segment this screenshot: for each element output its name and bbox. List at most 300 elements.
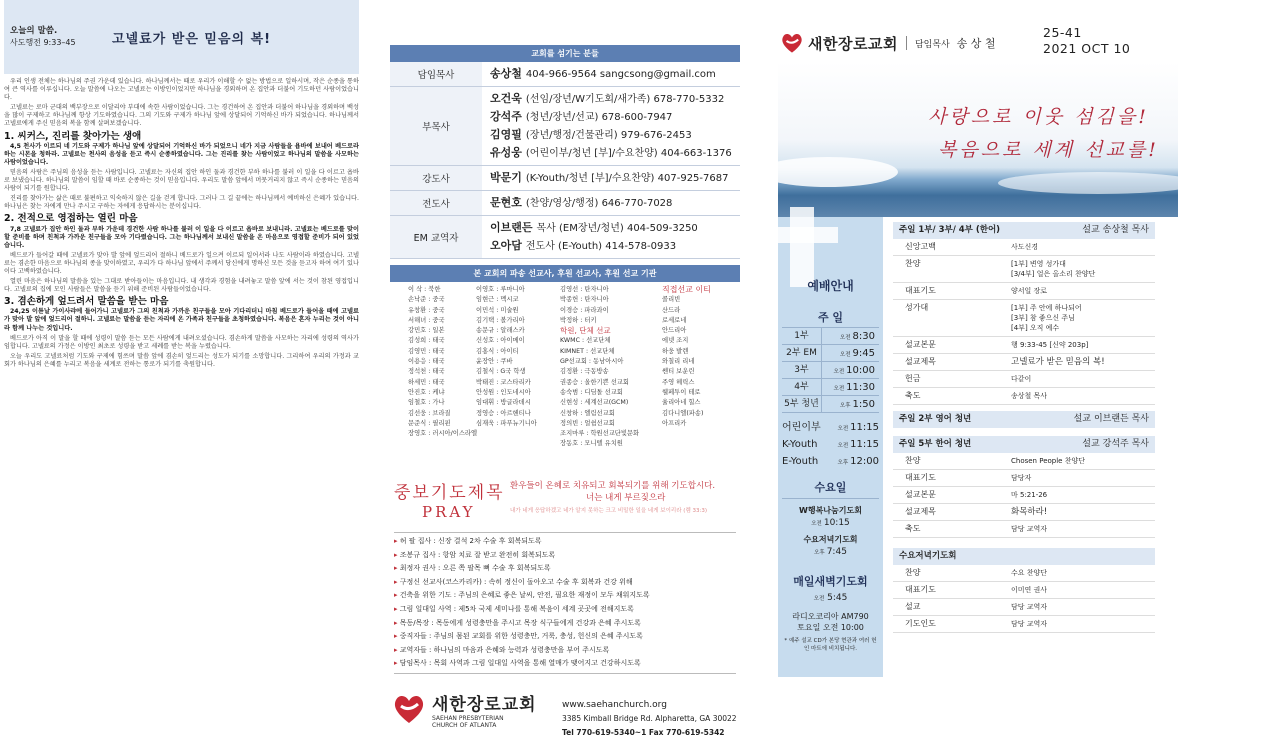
service-name: 1부 xyxy=(782,328,822,344)
wed-service-name: W행복나눔기도회 xyxy=(799,506,862,515)
dawn-time: 5:45 xyxy=(827,593,848,603)
cover-panel xyxy=(778,0,1280,712)
service-clock: 9:45 xyxy=(852,347,875,359)
missionary-item: 문준식 : 필리핀 xyxy=(408,419,451,427)
missionary-item: 와칠리 리네 xyxy=(662,358,695,366)
wed-clock: 10:15 xyxy=(823,518,850,528)
staff-name: 오건욱 xyxy=(490,92,522,105)
missionary-item: 에넷 조지 xyxy=(662,337,689,345)
wed-service-name: 수요저녁기도회 xyxy=(803,535,858,544)
missions-header: 본 교회의 파송 선교사, 후원 선교사, 후원 선교 기관 xyxy=(390,265,740,282)
missionary-item: 유창환 : 중국 xyxy=(408,306,445,314)
church-footer xyxy=(390,680,740,740)
prayer-item: ▸ 허 팔 집사 : 신장 결석 2차 수술 후 회복되도록 xyxy=(394,535,736,549)
cd-note: * 예주 설교 CD가 본당 현관과 여러 헌인 마트에 비치됩니다. xyxy=(784,638,877,652)
prayer-header xyxy=(390,472,740,532)
service-time xyxy=(822,331,879,342)
order-row xyxy=(893,354,1155,371)
staff-info: (찬양/영상/행정) 646-770-7028 xyxy=(525,198,673,209)
service-ampm: 오전 xyxy=(833,368,845,375)
order-row xyxy=(893,300,1155,337)
prayer-line-2: 너는 내게 부르짖으라 xyxy=(586,493,666,503)
mission-org-item: 권종승 : 올한기쁜 선교회 xyxy=(560,378,629,386)
staff-person xyxy=(490,108,740,126)
service-time xyxy=(822,399,879,410)
staff-name: 문현호 xyxy=(490,196,522,209)
slogan-2: 복음으로 세계 선교를! xyxy=(938,139,1159,161)
service-name: 2부 EM xyxy=(782,345,822,361)
order-label: 찬양 xyxy=(905,568,921,577)
order-value: 담당 교역자 xyxy=(1011,603,1048,611)
wednesday-label: 수요일 xyxy=(782,479,879,499)
sermon-body xyxy=(4,74,359,369)
cover-logo xyxy=(780,32,995,54)
missionary-item: 김철식 : G국 학생 xyxy=(476,368,526,376)
sermon-title: 고넬료가 받은 믿음의 복! xyxy=(112,31,272,47)
radio-line-2: 토요일 오전 10:00 xyxy=(797,623,864,632)
missionary-item: 로세로네 xyxy=(662,316,687,324)
staff-person xyxy=(490,237,740,255)
mission-org-item: 신현성 : 세계선교(GCM) xyxy=(560,399,629,407)
sermon-header xyxy=(4,0,359,74)
staff-name: 김영필 xyxy=(490,128,522,141)
prayer-item: ▸ 최정자 권사 : 오른 쪽 팔목 뼈 수술 후 회복되도록 xyxy=(394,562,736,576)
missionary-item: 임대휘 : 방글라데시 xyxy=(476,399,531,407)
prayer-logo-kr: 중보기도제목 xyxy=(394,483,505,503)
missionary-item: 손낙준 : 중국 xyxy=(408,296,445,304)
missionary-item: 김다니엘(파송) xyxy=(662,409,704,417)
cover-church-name: 새한장로교회 xyxy=(808,34,898,53)
missionary-item: 심재욱 : 파푸뉴기니아 xyxy=(476,419,537,427)
preacher-label: 설교 xyxy=(1082,225,1100,235)
missionary-item: 윤장안 : 쿠바 xyxy=(476,358,513,366)
order-row xyxy=(893,565,1155,582)
youth-clock: 12:00 xyxy=(850,456,879,467)
radio-line-1: 라디오코리아 AM790 xyxy=(792,612,869,621)
wednesday-services xyxy=(782,479,879,563)
missionary-item: 하웅 발렌 xyxy=(662,347,689,355)
service-time xyxy=(822,365,879,376)
staff-role: EM 교역자 xyxy=(390,216,482,259)
order-label: 찬양 xyxy=(905,259,921,268)
staff-name: 박문기 xyxy=(490,171,522,184)
staff-row xyxy=(390,166,740,191)
youth-name: E-Youth xyxy=(782,456,819,467)
order-label: 축도 xyxy=(905,524,921,533)
service-row xyxy=(782,328,879,345)
staff-person xyxy=(490,219,740,237)
order-value: 마 5:21-26 xyxy=(1011,491,1048,499)
order-row xyxy=(893,487,1155,504)
sermon-paragraph: 7,8 고넬료가 집안 하인 둘과 부하 가운데 경건한 사람 하나를 불러 이 일을 다 이르고 욥바로 보내니라. 고넬료는 베드로를 맞이할 준비를 하며 친척과 가까운 친구들을 모아 기다렸습니다. 그는 하나님께서 보내신 말씀을 온 마음으로 영접할 준비가 되어 있었습니다. xyxy=(4,225,359,249)
wed-service-time xyxy=(782,517,879,530)
order-label: 설교본문 xyxy=(905,490,936,499)
order-row xyxy=(893,283,1155,300)
cover-pastor xyxy=(915,35,996,51)
order-label: 대표기도 xyxy=(905,585,936,594)
prayer-line-3: 내가 네게 응답하겠고 네가 알지 못하는 크고 비밀한 일을 네게 보이리라 (렘 33:3) xyxy=(510,508,708,514)
missions-col-2 xyxy=(476,285,537,429)
staff-name: 강석주 xyxy=(490,110,522,123)
order-row xyxy=(893,239,1155,256)
prayer-item: ▸ 중직자들 : 주님의 몸된 교회를 위한 성령충만, 거룩, 충성, 헌신의 은혜 주시도록 xyxy=(394,630,736,644)
staff-role: 부목사 xyxy=(390,87,482,166)
staff-name: 이브랜든 xyxy=(490,221,533,234)
staff-name: 송상철 xyxy=(490,67,522,80)
sunday-label: 주 일 xyxy=(782,307,879,328)
staff-row xyxy=(390,62,740,87)
order-row xyxy=(893,470,1155,487)
order-label: 찬양 xyxy=(905,456,921,465)
youth-time xyxy=(838,454,879,471)
prayer-line-1: 환우들이 온혜로 치유되고 회복되기를 위해 기도합시다. xyxy=(510,481,716,491)
mission-org-item: 조지마루 : 학원선교단빛문화 xyxy=(560,430,640,438)
church-street: 3385 Kimball Bridge Rd. Alpharetta, GA 30022 xyxy=(562,713,737,723)
missions-col-4 xyxy=(662,285,711,429)
prayer-verse xyxy=(510,480,740,514)
missionary-item: 장영호 : 러시아/이스라엘 xyxy=(408,430,478,438)
staff-names xyxy=(482,216,740,259)
church-name-en-1: SAEHAN PRESBYTERIAN xyxy=(432,714,504,722)
staff-info: (어린이부/청년 [부]/수요찬양) 404-663-1376 xyxy=(525,148,732,159)
sermon-paragraph: 베드로가 아직 이 말을 할 때에 성령이 말씀 듣는 모든 사람에게 내려오셨습니다. 겸손하게 말씀을 사모하는 자리에 성령의 역사가 임합니다. 고넬료의 가정은 이방인 최초로 성령을 받고 세례를 받는 복을 누렸습니다. xyxy=(4,334,359,350)
scripture-ref: 사도행전 9:33–45 xyxy=(10,38,76,47)
mission-org-item: 정의빈 : 얼쉼선교회 xyxy=(560,419,615,427)
cross-icon xyxy=(790,207,814,287)
missionary-item: 이영호 : 루마니아 xyxy=(476,286,525,293)
missionary-item: 율리아네 힐스 xyxy=(662,399,701,407)
issue-date: 2021 OCT 10 xyxy=(1043,41,1131,56)
service-ampm: 오전 xyxy=(833,385,845,392)
service-row xyxy=(782,396,879,413)
order-value: [1부] 변영 성가대 [3/4부] 얼은 올소리 찬양단 xyxy=(1011,260,1096,278)
order-row xyxy=(893,521,1155,538)
mission-subheading: 직접선교 이티 xyxy=(662,285,711,294)
youth-clock: 11:15 xyxy=(850,439,879,450)
youth-ampm: 오전 xyxy=(837,426,849,432)
missionary-item: 김홍식 : 아이티 xyxy=(476,347,519,355)
order-row xyxy=(893,371,1155,388)
missions-col-1 xyxy=(408,285,477,439)
order-section-title: 주일 2부 영어 청년 xyxy=(899,414,972,424)
cover-header xyxy=(778,0,1280,62)
service-time xyxy=(822,348,879,359)
slogan-1: 사랑으로 이웃 섬김을! xyxy=(928,106,1149,128)
missionary-item: 이경승 : 파라과이 xyxy=(560,306,609,314)
service-heading: 예배안내 xyxy=(807,279,854,293)
staff-role: 담임목사 xyxy=(390,62,482,87)
order-value: 행 9:33-45 [신약 203p] xyxy=(1011,341,1089,349)
mission-subheading: 학원, 단체 선교 xyxy=(560,326,611,336)
order-row xyxy=(893,616,1155,633)
service-row xyxy=(782,345,879,362)
missionary-item: 콜리빈 xyxy=(662,296,681,304)
missionary-item: 하세민 : 태국 xyxy=(408,378,445,386)
staff-person xyxy=(490,144,740,162)
church-address xyxy=(562,698,737,740)
staff-row xyxy=(390,216,740,259)
youth-name: 어린이부 xyxy=(782,422,821,433)
missionary-item: 아프리카 xyxy=(662,419,687,427)
order-label: 설교제목 xyxy=(905,357,936,366)
youth-row xyxy=(782,454,879,471)
staff-info: (장년/행정/건물관리) 979-676-2453 xyxy=(525,130,692,141)
order-row xyxy=(893,337,1155,354)
order-row xyxy=(893,504,1155,521)
prayer-item: ▸ 구정신 선교사(코스카리카) : 속히 정신이 돌아오고 수술 후 회복과 건강 위해 xyxy=(394,576,736,590)
preacher-label: 설교 xyxy=(1082,439,1100,449)
order-value: 수요 찬양단 xyxy=(1011,569,1048,577)
order-value: 송상철 목사 xyxy=(1011,392,1048,400)
wed-ampm: 오후 xyxy=(814,550,825,556)
order-row xyxy=(893,388,1155,405)
staff-name: 유성웅 xyxy=(490,146,522,159)
staff-info: (선임/장년/W기도회/새가족) 678-770-5332 xyxy=(525,94,725,105)
missionary-item: 안드리아 xyxy=(662,327,687,335)
order-value: 다같이 xyxy=(1011,375,1032,383)
sermon-paragraph: 4,5 천사가 이르되 네 기도와 구제가 하나님 앞에 상달되어 기억하신 바가 되었으니 네가 지금 사람들을 욥바에 보내어 베드로라 하는 시몬을 청하라. 고넬료는 천사의 음성을 듣고 즉시 순종하였습니다. 그는 진리를 찾는 사람이었고 하나님의 말씀을 사모하는 사람이었습니다. xyxy=(4,142,359,166)
wed-service-time xyxy=(782,546,879,559)
order-value: 양서일 장로 xyxy=(1011,287,1048,295)
pastor-label: 담임목사 xyxy=(914,40,950,50)
order-label: 설교제목 xyxy=(905,507,936,516)
order-value: 담당자 xyxy=(1011,474,1032,482)
order-value: [1부] 주 안에 하나되어 [3부] 참 좋으신 주님 [4부] 오직 예수 xyxy=(1011,304,1082,332)
missionary-item: 김영선 : 탄자니아 xyxy=(560,286,609,293)
missionary-item: 이민석 : 미술원 xyxy=(476,306,519,314)
missionary-item: 안진호 : 케냐 xyxy=(408,388,445,396)
order-row xyxy=(893,256,1155,283)
prayer-logo-en: PRAY xyxy=(422,503,476,521)
missionary-item: 정영승 : 아르헨티나 xyxy=(476,409,531,417)
order-value: 사도신경 xyxy=(1011,243,1039,251)
sermon-point-1: 1. 씨커스, 진리를 찾아가는 생애 xyxy=(4,130,142,142)
order-value: Chosen People 찬양단 xyxy=(1011,457,1085,465)
staff-person xyxy=(490,65,740,83)
info-panel xyxy=(390,0,740,737)
staff-names xyxy=(482,191,740,216)
service-time xyxy=(822,382,879,393)
youth-time xyxy=(838,437,879,454)
staff-header: 교회를 섬기는 분들 xyxy=(390,45,740,62)
staff-row xyxy=(390,191,740,216)
issue-number: 25-41 xyxy=(1043,25,1082,40)
missionary-item: 김영민 : 태국 xyxy=(408,347,445,355)
sermon-paragraph: 24,25 이튿날 가이사랴에 들어가니 고넬료가 그의 친척과 가까운 친구들을 모아 기다리더니 마침 베드로가 들어올 때에 고넬료가 맞아 발 앞에 엎드리어 절하니. 고넬료는 말씀을 듣는 자리에 온 가족과 친구들을 초청하였습니다. 복음은 혼자 누리는 것이 아니라 함께 나누는 것입니다. xyxy=(4,308,359,332)
missionary-item: 송문규 : 알래스카 xyxy=(476,327,525,335)
dawn-prayer xyxy=(782,569,879,653)
youth-row xyxy=(782,437,879,454)
order-section-2-header xyxy=(893,411,1155,428)
missionary-item: 이용응 : 태국 xyxy=(408,358,445,366)
missionary-item: 김선웅 : 브라질 xyxy=(408,409,451,417)
order-label: 설교본문 xyxy=(905,340,936,349)
order-label: 헌금 xyxy=(905,374,921,383)
sunday-services xyxy=(782,307,879,413)
order-row xyxy=(893,453,1155,470)
church-phone: Tel 770-619-5340~1 Fax 770-619-5342 xyxy=(562,727,725,737)
sermon-paragraph: 고넬료는 로마 군대의 백부장으로 이달리야 부대에 속한 사람이었습니다. 그는 경건하여 온 집안과 더불어 하나님을 경외하며 백성을 많이 구제하고 하나님께 항상 기도하였습니다. 그의 기도와 구제가 하나님 앞에 상달되어 기억하신 바가 되었습니다. 하나님께서 고넬료에게 주신 믿음의 복을 함께 살펴보겠습니다. xyxy=(4,104,359,128)
church-name-en-2: CHURCH OF ATLANTA xyxy=(432,721,497,729)
today-word xyxy=(10,26,96,48)
order-value: 이미연 권사 xyxy=(1011,586,1048,594)
mission-org-item: GP선교회 : 동남아시아 xyxy=(560,358,624,366)
pastor-name: 송 상 철 xyxy=(956,37,996,50)
order-row xyxy=(893,599,1155,616)
order-label: 대표기도 xyxy=(905,286,936,295)
order-value: 담당 교역자 xyxy=(1011,620,1048,628)
mission-org-item: 신창하 : 엘림선교회 xyxy=(560,409,615,417)
missionary-item: 쎈티 보운린 xyxy=(662,368,695,376)
prayer-item: ▸ 목동/목장 : 목동에게 성령충만을 주시고 목장 식구들에게 건강과 은혜 주시도록 xyxy=(394,617,736,631)
worship-order xyxy=(893,222,1155,633)
missionary-item: 임철호 : 가나 xyxy=(408,399,445,407)
service-sidebar xyxy=(778,217,883,677)
prayer-logo xyxy=(394,478,505,521)
prayer-list xyxy=(394,532,736,674)
dawn-ampm: 오전 xyxy=(813,596,825,602)
staff-info: 404-966-9564 sangcsong@gmail.com xyxy=(525,69,716,80)
missionary-item: 신성호 : 아이메이 xyxy=(476,337,525,345)
wed-ampm: 오전 xyxy=(811,521,822,527)
issue-info xyxy=(1043,25,1130,57)
staff-person xyxy=(490,126,740,144)
youth-name: K-Youth xyxy=(782,439,818,450)
staff-name: 오아담 xyxy=(490,239,522,252)
heart-logo-icon xyxy=(392,692,426,726)
preacher: 송상철 목사 xyxy=(1102,225,1149,235)
sermon-paragraph: 진리를 찾아가는 삶은 때로 불편하고 익숙하지 않은 길을 걷게 합니다. 그러나 그 길 끝에는 하나님께서 예비하신 은혜가 있습니다. 하나님은 찾는 자에게 만나 주시고 구하는 자에게 응답하시는 분이십니다. xyxy=(4,195,359,211)
order-label: 설교 xyxy=(905,602,921,611)
sermon-point-3: 3. 겸손하게 엎드려서 말씀을 받는 마음 xyxy=(4,296,169,308)
preacher: 이브랜든 목사 xyxy=(1093,414,1149,424)
order-section-title: 주일 1부/ 3부/ 4부 (한어) xyxy=(899,225,1001,235)
order-section-title: 수요저녁기도회 xyxy=(899,551,957,561)
missions-col-3 xyxy=(560,285,639,450)
church-name-kr: 새한장로교회 xyxy=(432,694,537,715)
order-section-4-header xyxy=(893,548,1155,565)
sermon-paragraph: 베드로가 들어갈 때에 고넬료가 맞아 발 앞에 엎드리어 절하니 베드로가 일으켜 이르되 일어서라 나도 사람이라 하였습니다. 고넬료는 겸손한 마음으로 하나님의 종을 맞이하였고, 우리가 다 하나님 앞에서 주께서 당신에게 명하신 모든 것을 듣고자 하여 여기 있나이다 고백하였습니다. xyxy=(4,251,359,275)
order-section-title: 주일 5부 한어 청년 xyxy=(899,439,972,449)
order-label: 성가대 xyxy=(905,303,929,312)
missionary-item: 박태진 : 코스타리카 xyxy=(476,378,531,386)
missionary-item: 안성원 : 인도네시아 xyxy=(476,388,531,396)
sermon-panel xyxy=(0,0,365,712)
church-url[interactable]: www.saehanchurch.org xyxy=(562,699,667,710)
missionary-item: 김기택 : 볼가리아 xyxy=(476,316,525,324)
staff-table xyxy=(390,62,740,259)
order-value: 고넬료가 받은 믿음의 복! xyxy=(1011,357,1105,367)
today-label: 오늘의 말씀. xyxy=(10,26,58,36)
service-ampm: 오전 xyxy=(839,334,851,341)
order-row xyxy=(893,582,1155,599)
service-clock: 10:00 xyxy=(846,364,875,376)
mission-org-item: KIMNET : 선교단체 xyxy=(560,347,615,355)
service-name: 4부 xyxy=(782,379,822,395)
service-row xyxy=(782,362,879,379)
service-ampm: 오후 xyxy=(839,402,851,409)
staff-info: 목사 (EM장년/청년) 404-509-3250 xyxy=(536,223,698,234)
staff-row xyxy=(390,87,740,166)
order-section-3-header xyxy=(893,436,1155,453)
youth-ampm: 오후 xyxy=(837,460,849,466)
youth-clock: 11:15 xyxy=(850,422,879,433)
order-label: 대표기도 xyxy=(905,473,936,482)
order-label: 축도 xyxy=(905,391,921,400)
divider xyxy=(906,36,907,50)
service-clock: 1:50 xyxy=(852,398,875,410)
prayer-item: ▸ 담임목사 : 목회 사역과 그림 일대일 사역을 통해 열매가 맺어지고 건강하시도록 xyxy=(394,657,736,671)
prayer-item: ▸ 교역자들 : 하나님의 마음과 은혜와 능력과 성령충만을 부어 주시도록 xyxy=(394,644,736,658)
youth-row xyxy=(782,420,879,437)
staff-names xyxy=(482,62,740,87)
church-logo xyxy=(392,690,537,729)
order-value: 화목하라! xyxy=(1011,507,1048,517)
missions-list xyxy=(390,282,740,470)
missionary-item: 김성희 : 태국 xyxy=(408,337,445,345)
order-value: 담당 교역자 xyxy=(1011,525,1048,533)
staff-names xyxy=(482,166,740,191)
prayer-item: ▸ 조봉규 집사 : 항암 치료 잘 받고 완전히 회복되도록 xyxy=(394,549,736,563)
wed-clock: 7:45 xyxy=(826,547,847,557)
mission-org-item: 김정환 : 극동방송 xyxy=(560,368,609,376)
staff-names xyxy=(482,87,740,166)
youth-time xyxy=(838,420,879,437)
missionary-item: 정석천 : 태국 xyxy=(408,368,445,376)
order-label: 신앙고백 xyxy=(905,242,936,251)
staff-person xyxy=(490,194,740,212)
service-clock: 11:30 xyxy=(846,381,875,393)
missionary-item: 웰페투이 테로 xyxy=(662,388,701,396)
sermon-paragraph: 우리 인생 전체는 하나님의 주권 가운데 있습니다. 하나님께서는 때로 우리가 이해할 수 없는 방법으로 일하시며, 작은 순종을 통하여 큰 역사를 이루십니다. 오늘 말씀에 나오는 고넬료는 이방인이었지만 하나님을 경외하며 온 집안과 더불어 기도하던 사람이었습니다. xyxy=(4,78,359,102)
service-clock: 8:30 xyxy=(852,330,875,342)
staff-info: (K-Youth/청년 [부]/수요찬양) 407-925-7687 xyxy=(525,173,729,184)
staff-role: 강도사 xyxy=(390,166,482,191)
prayer-item: ▸ 건축을 위한 기도 : 주님의 은혜로 좋은 날씨, 안전, 필요한 재정이 모두 채워지도록 xyxy=(394,589,736,603)
service-name: 3부 xyxy=(782,362,822,378)
order-section-1-header xyxy=(893,222,1155,239)
missionary-item: 강민호 : 일본 xyxy=(408,327,445,335)
staff-info: 전도사 (E-Youth) 414-578-0933 xyxy=(525,241,677,252)
missionary-item: 박정하 : 터키 xyxy=(560,316,597,324)
sermon-paragraph: 오늘 우리도 고넬료처럼 기도와 구제에 힘쓰며 말씀 앞에 겸손히 엎드리는 성도가 되기를 소망합니다. 그리하여 우리의 가정과 교회가 하나님의 은혜를 누리고 복음을 세계로 전하는 통로가 되기를 축원합니다. xyxy=(4,352,359,368)
staff-info: (청년/장년/선교) 678-600-7947 xyxy=(525,112,673,123)
youth-ampm: 오전 xyxy=(837,443,849,449)
missionary-item: 임현근 : 멕시코 xyxy=(476,296,519,304)
preacher-label: 설교 xyxy=(1073,414,1091,424)
missionary-item: 서해녀 : 중국 xyxy=(408,316,445,324)
hero-image xyxy=(778,62,1178,217)
service-ampm: 오전 xyxy=(839,351,851,358)
sermon-paragraph: 믿음의 사람은 주님의 음성을 듣는 사람입니다. 고넬료는 자신의 집안 하인 둘과 경건한 부하 하나를 불러 이 일을 다 이르고 욥바로 보냈습니다. 하나님의 말씀이 임할 때 바로 순종하는 것이 믿음입니다. 우리도 말씀 앞에서 머뭇거리지 않고 즉시 순종하는 믿음의 사람이 되기를 원합니다. xyxy=(4,168,359,193)
order-label: 기도인도 xyxy=(905,619,936,628)
youth-services xyxy=(782,420,879,471)
mission-org-item: KWMC : 선교단체 xyxy=(560,337,611,345)
mission-org-item: 장동호 : 모니텔 유치원 xyxy=(560,440,623,448)
dawn-label: 매일새벽기도회 xyxy=(793,575,868,588)
missionary-item: 산드라 xyxy=(662,306,681,314)
staff-role: 전도사 xyxy=(390,191,482,216)
preacher: 강석주 목사 xyxy=(1102,439,1149,449)
mission-org-item: 송숙범 : 디딤돌 선교회 xyxy=(560,388,623,396)
service-row xyxy=(782,379,879,396)
missionary-item: 주영 헤릭스 xyxy=(662,378,695,386)
sermon-paragraph: 열린 마음은 하나님의 말씀을 있는 그대로 받아들이는 마음입니다. 내 생각과 경험을 내려놓고 말씀 앞에 서는 것이 참된 영접입니다. 고넬료의 집에 모인 사람들은 말씀을 듣기 위해 준비된 사람들이었습니다. xyxy=(4,278,359,294)
staff-person xyxy=(490,90,740,108)
heart-logo-icon xyxy=(780,32,804,54)
prayer-item: ▸ 그림 일대일 사역 : 제5차 국제 세미나를 통해 복음이 세계 곳곳에 전해지도록 xyxy=(394,603,736,617)
missionary-item: 이 삭 : 북한 xyxy=(408,286,441,293)
